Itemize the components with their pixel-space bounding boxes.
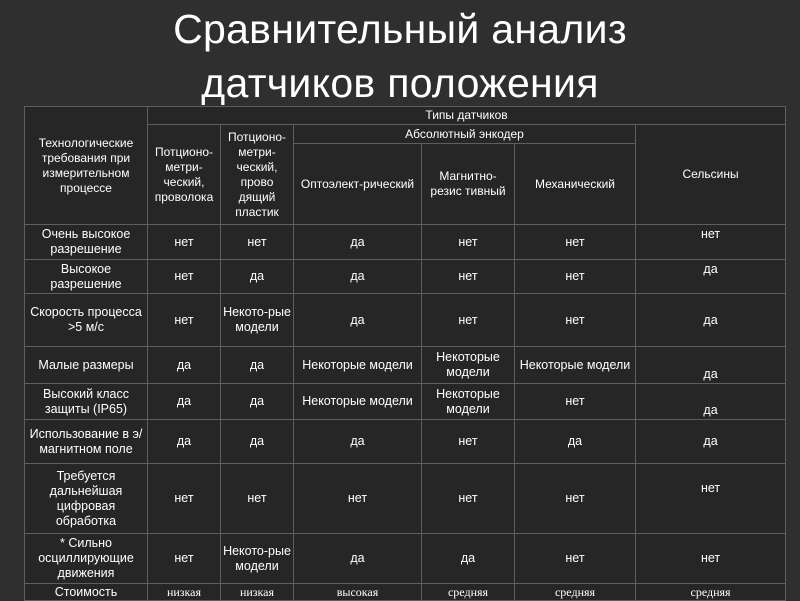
table-row: [25, 225, 786, 260]
table-cell: да: [294, 534, 422, 584]
table-cell: да: [294, 294, 422, 347]
column-header-wire-potentiometer: Потционо-метри-ческий, проволока: [148, 125, 221, 225]
table-cell: низкая: [221, 584, 294, 601]
page-title-line-1: Сравнительный анализ: [173, 6, 627, 52]
table-cell: нет: [636, 225, 786, 260]
table-cell: высокая: [294, 584, 422, 601]
table-row: [25, 294, 786, 347]
table-cell: да: [636, 347, 786, 384]
column-header-mechanical: Механический: [515, 144, 636, 225]
table-row: [25, 420, 786, 464]
table-cell: нет: [148, 464, 221, 534]
table-cell: да: [148, 420, 221, 464]
table-cell: нет: [148, 225, 221, 260]
table-cell: Некоторые модели: [515, 347, 636, 384]
table-cell: да: [515, 420, 636, 464]
table-cell: средняя: [515, 584, 636, 601]
table-cell: нет: [422, 294, 515, 347]
absolute-encoder-header: Абсолютный энкодер: [294, 125, 636, 144]
table-cell: да: [221, 260, 294, 294]
page-title: [0, 2, 800, 110]
table-cell: Некоторые модели: [294, 384, 422, 420]
requirement-cell: Использование в э/магнитном поле: [25, 420, 148, 464]
table-cell: нет: [422, 225, 515, 260]
table-cell: да: [294, 420, 422, 464]
requirement-cell: Требуется дальнейшая цифровая обработка: [25, 464, 148, 534]
table-cell: нет: [221, 464, 294, 534]
table-row: [25, 464, 786, 534]
table-cell: нет: [148, 260, 221, 294]
requirement-cell: Высокое разрешение: [25, 260, 148, 294]
requirement-cell: Высокий класс защиты (IP65): [25, 384, 148, 420]
table-cell: нет: [422, 260, 515, 294]
table-cell: Некоторые модели: [422, 384, 515, 420]
table-cell: да: [636, 420, 786, 464]
table-cell: нет: [636, 464, 786, 534]
table-cell: нет: [515, 464, 636, 534]
table-cell: Некоторые модели: [294, 347, 422, 384]
table-cell: Некоторые модели: [422, 347, 515, 384]
requirement-cell: Малые размеры: [25, 347, 148, 384]
table-cell: нет: [148, 534, 221, 584]
table-cell: да: [148, 347, 221, 384]
table-cell: низкая: [148, 584, 221, 601]
table-cell: да: [148, 384, 221, 420]
column-header-selsyn: Сельсины: [636, 125, 786, 225]
comparison-table: [24, 106, 786, 601]
table-row: [25, 347, 786, 384]
page-title-line-2: датчиков положения: [201, 60, 599, 106]
table-row: [25, 384, 786, 420]
table-cell: нет: [422, 420, 515, 464]
table-cell: нет: [221, 225, 294, 260]
table-cell: нет: [515, 384, 636, 420]
table-row: [25, 260, 786, 294]
table-cell: нет: [422, 464, 515, 534]
table-cell: нет: [148, 294, 221, 347]
table-cell: да: [294, 225, 422, 260]
requirement-cell: Скорость процесса >5 м/с: [25, 294, 148, 347]
requirement-cell: Очень высокое разрешение: [25, 225, 148, 260]
requirement-cell: Стоимость: [25, 584, 148, 601]
table-row: [25, 534, 786, 584]
column-header-plastic-potentiometer: Потционо-метри-ческий, прово дящий пластик: [221, 125, 294, 225]
table-cell: да: [636, 260, 786, 294]
table-cell: средняя: [636, 584, 786, 601]
table-cell: нет: [515, 260, 636, 294]
table-cell: Некото-рые модели: [221, 534, 294, 584]
table-cell: да: [221, 420, 294, 464]
table-cell: нет: [515, 225, 636, 260]
table-cell: да: [422, 534, 515, 584]
table-cell: да: [636, 384, 786, 420]
table-cell: да: [221, 384, 294, 420]
table-cell: Некото-рые модели: [221, 294, 294, 347]
table-cell: нет: [294, 464, 422, 534]
table-cell: да: [294, 260, 422, 294]
requirement-cell: * Сильно осциллирующие движения: [25, 534, 148, 584]
header-row-1: [25, 107, 786, 125]
column-header-magnetoresistive: Магнитно-резис тивный: [422, 144, 515, 225]
sensor-types-header: Типы датчиков: [148, 107, 786, 125]
table-cell: нет: [636, 534, 786, 584]
requirements-header: Технологические требования при измерительном процессе: [25, 107, 148, 225]
table-row: [25, 584, 786, 601]
table-cell: да: [221, 347, 294, 384]
table-cell: нет: [515, 534, 636, 584]
table-cell: средняя: [422, 584, 515, 601]
column-header-optoelectric: Оптоэлект-рический: [294, 144, 422, 225]
table-cell: да: [636, 294, 786, 347]
table-cell: нет: [515, 294, 636, 347]
